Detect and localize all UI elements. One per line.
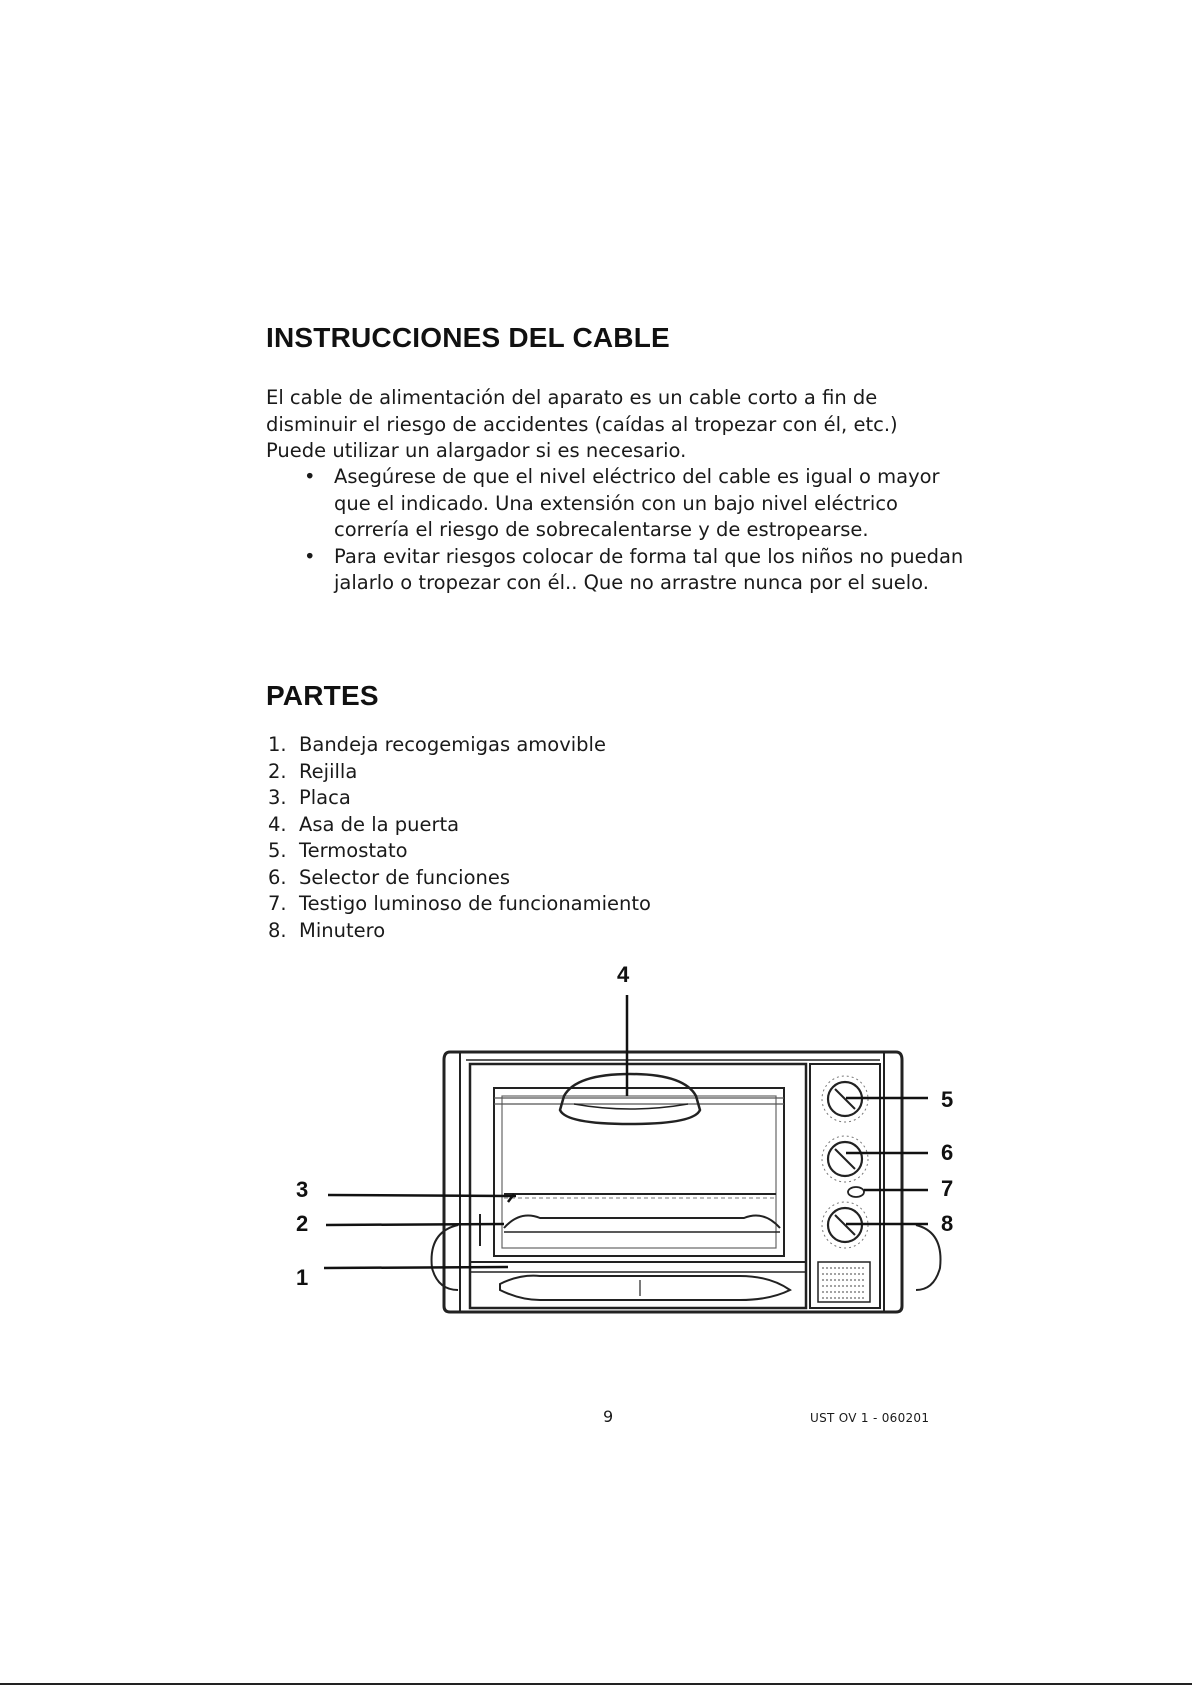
part-label: Asa de la puerta xyxy=(299,812,460,836)
part-label: Bandeja recogemigas amovible xyxy=(299,733,606,756)
callout-label-8: 8 xyxy=(941,1211,954,1236)
part-label: Placa xyxy=(299,786,351,809)
part-number: 7. xyxy=(268,892,287,915)
part-label: Termostato xyxy=(299,839,408,862)
parts-heading: PARTES xyxy=(266,680,379,711)
callout-label-1: 1 xyxy=(296,1265,309,1290)
callout-leader-lines xyxy=(324,995,928,1268)
part-number: 5. xyxy=(268,839,287,862)
callout-label-7: 7 xyxy=(941,1176,954,1201)
part-number: 3. xyxy=(268,786,287,809)
bullet-text: Asegúrese de que el nivel eléctrico del cable es igual o mayor que el indicado. Una extensión con un bajo nivel eléctrico correría el riesgo de sobrecalentarse y de estropearse. xyxy=(334,465,940,541)
bullet-text: Para evitar riesgos colocar de forma tal que los niños no puedan jalarlo o tropezar con él.. Que no arrastre nunca por el suelo. xyxy=(334,544,964,594)
page-number: 9 xyxy=(603,1407,614,1426)
cable-instructions-heading: INSTRUCCIONES DEL CABLE xyxy=(266,322,670,353)
part-number: 1. xyxy=(268,733,287,756)
part-label: Selector de funciones xyxy=(299,865,511,889)
callout-label-4: 4 xyxy=(617,962,630,987)
part-number: 4. xyxy=(268,812,287,836)
callout-label-6: 6 xyxy=(941,1140,954,1165)
document-code: UST OV 1 - 060201 xyxy=(810,1411,930,1425)
cable-intro-paragraph: El cable de alimentación del aparato es un cable corto a fin de disminuir el riesgo de accidentes (caídas al tropezar con él, etc.) Puede utilizar un alargador si es necesario. xyxy=(266,386,898,462)
part-label: Rejilla xyxy=(299,759,358,783)
callout-label-5: 5 xyxy=(941,1087,954,1112)
callout-label-2: 2 xyxy=(296,1211,309,1236)
part-number: 2. xyxy=(268,759,287,783)
bullet-icon: • xyxy=(304,544,316,568)
part-label: Minutero xyxy=(299,918,386,942)
callout-label-3: 3 xyxy=(296,1177,309,1202)
toaster-oven-illustration xyxy=(432,1052,941,1312)
part-number: 8. xyxy=(268,918,287,942)
part-number: 6. xyxy=(268,865,287,889)
part-label: Testigo luminoso de funcionamiento xyxy=(299,892,651,915)
bullet-icon: • xyxy=(304,465,316,488)
